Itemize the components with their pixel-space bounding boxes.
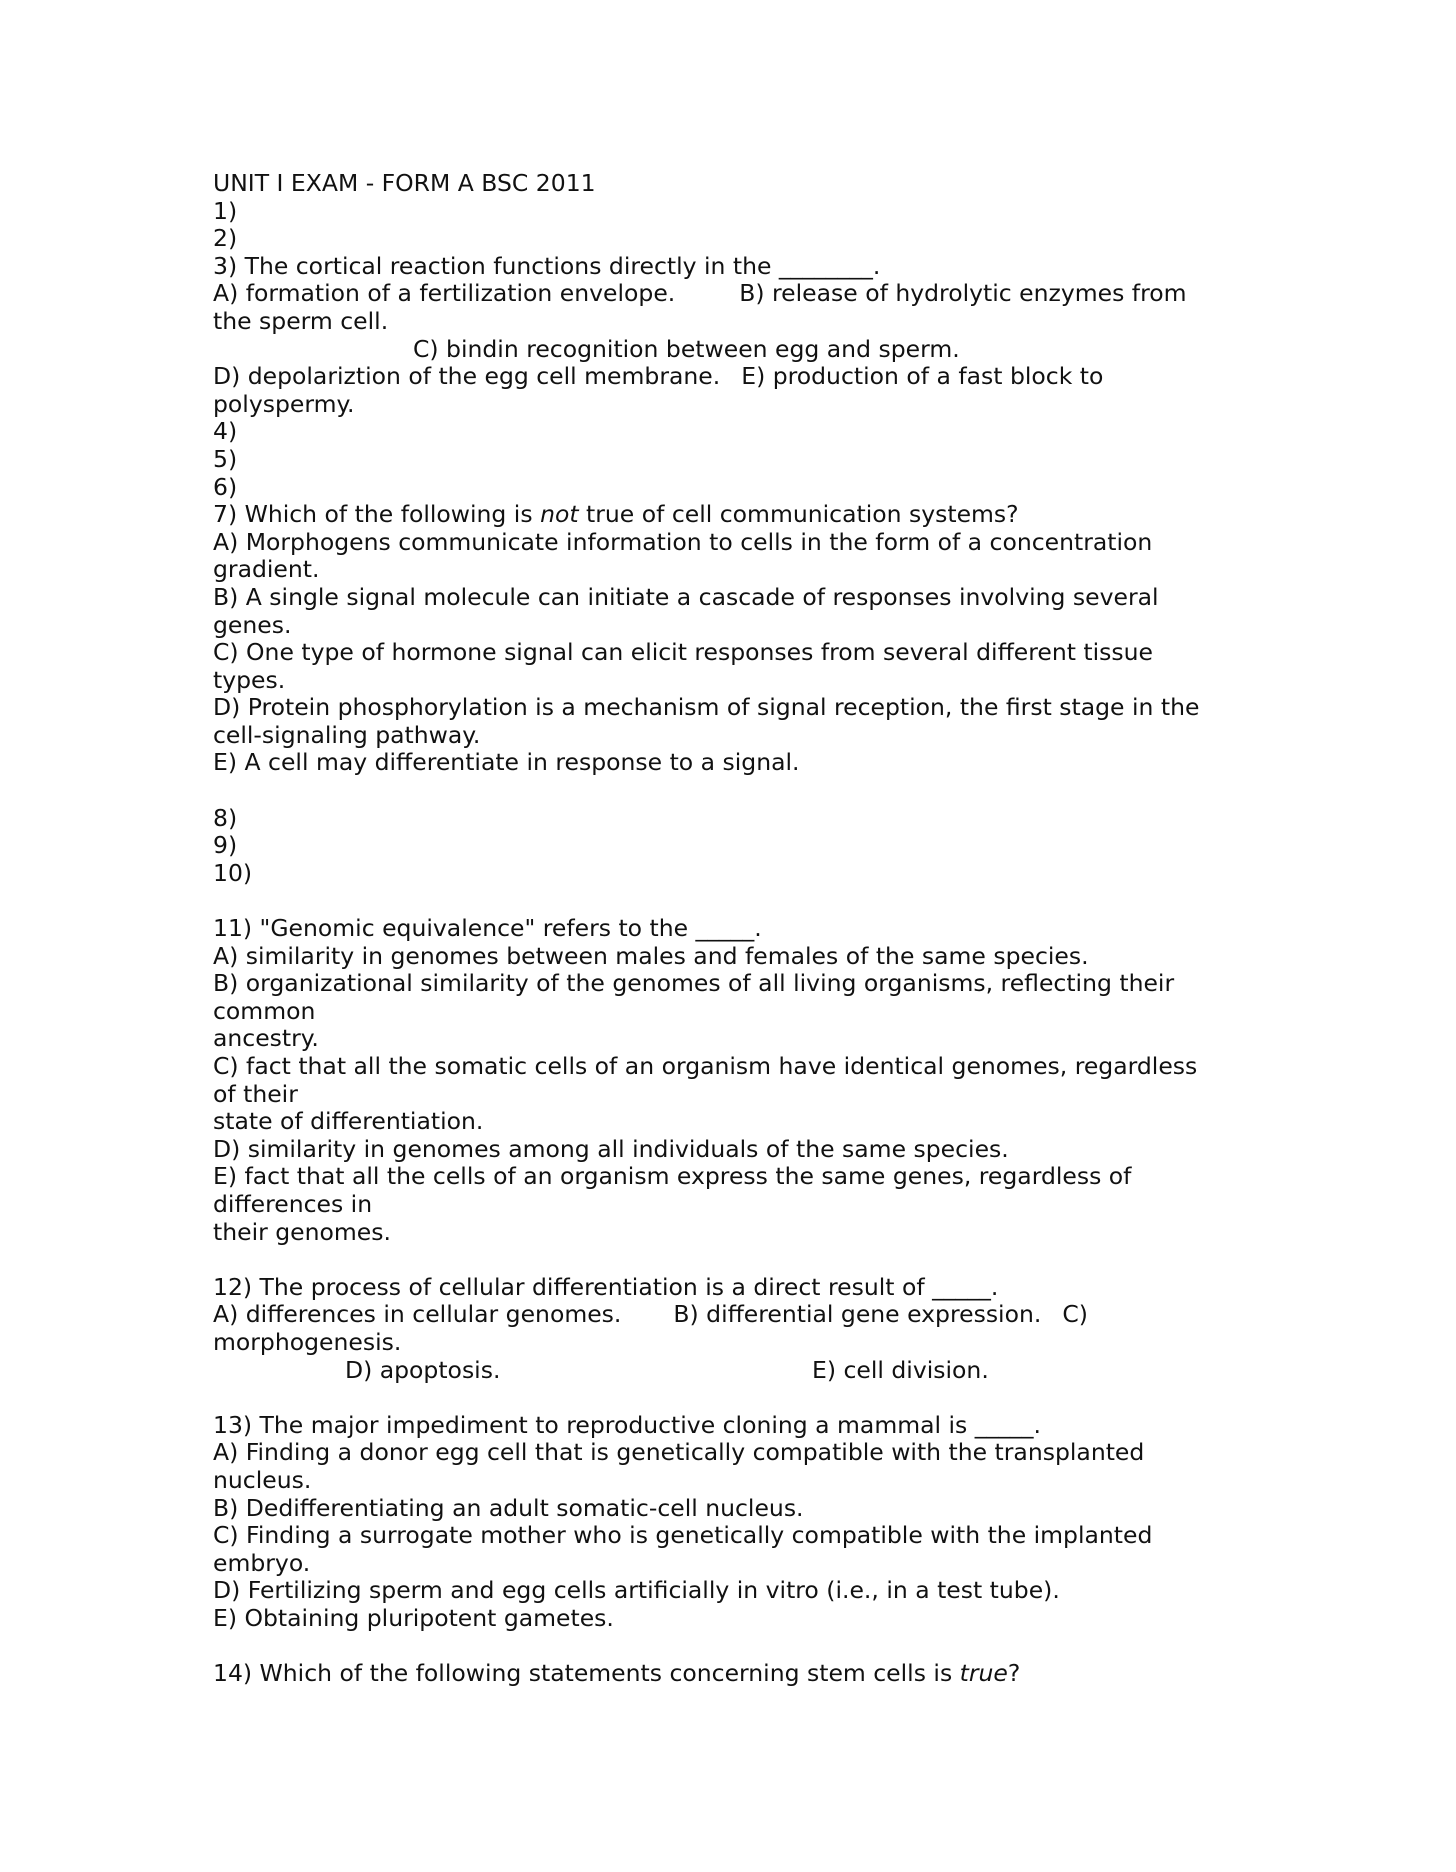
- question-1: 1): [213, 196, 238, 225]
- question-12-options-abc: [213, 1301, 1243, 1329]
- question-12-option-b: B) differential gene expression.: [673, 1300, 1042, 1329]
- question-12-options-de: [213, 1357, 1243, 1385]
- question-12-option-a: A) differences in cellular genomes.: [213, 1300, 622, 1329]
- question-3-option-d: D) depolariztion of the egg cell membrane.: [213, 362, 721, 391]
- exam-page: [213, 170, 1243, 1688]
- question-9: 9): [213, 831, 238, 860]
- question-13-option-c-cont: embryo.: [213, 1548, 311, 1577]
- spacer: [213, 777, 1243, 805]
- question-11-option-b: B) organizational similarity of the genomes of all living organisms, reflecting their: [213, 969, 1175, 998]
- question-4: 4): [213, 417, 238, 446]
- question-10: 10): [213, 858, 253, 887]
- question-13-option-e: E) Obtaining pluripotent gametes.: [213, 1603, 614, 1632]
- question-11-option-e-cont: differences in: [213, 1189, 373, 1218]
- question-11-option-d: D) similarity in genomes among all individuals of the same species.: [213, 1134, 1009, 1163]
- emphasis-not: not: [540, 500, 579, 529]
- question-7-option-a: A) Morphogens communicate information to cells in the form of a concentration: [213, 527, 1153, 556]
- question-6: 6): [213, 472, 238, 501]
- question-11-option-c-cont: state of differentiation.: [213, 1107, 484, 1136]
- spacer: [213, 1246, 1243, 1274]
- question-13-option-b: B) Dedifferentiating an adult somatic-cell nucleus.: [213, 1493, 804, 1522]
- spacer: [213, 1384, 1243, 1412]
- question-7-option-b-cont: genes.: [213, 610, 292, 639]
- question-3-option-b-cont: the sperm cell.: [213, 306, 389, 335]
- question-13-option-a: A) Finding a donor egg cell that is genetically compatible with the transplanted: [213, 1438, 1145, 1467]
- exam-title: UNIT I EXAM - FORM A BSC 2011: [213, 169, 596, 197]
- question-11-option-b-cont: ancestry.: [213, 1024, 319, 1053]
- question-3-option-c: C) bindin recognition between egg and sperm.: [413, 334, 960, 363]
- question-7-option-c: C) One type of hormone signal can elicit responses from several different tissue: [213, 638, 1153, 667]
- question-11-stem: 11) "Genomic equivalence" refers to the _____.: [213, 914, 762, 943]
- spacer: [213, 887, 1243, 915]
- question-11-option-c-cont: of their: [213, 1079, 298, 1108]
- question-12-option-d: D) apoptosis.: [345, 1355, 501, 1384]
- question-13-option-d: D) Fertilizing sperm and egg cells artificially in vitro (i.e., in a test tube).: [213, 1576, 1060, 1605]
- question-12-stem: 12) The process of cellular differentiation is a direct result of _____.: [213, 1272, 999, 1301]
- question-11-option-b-cont: common: [213, 996, 316, 1025]
- spacer: [213, 1632, 1243, 1660]
- question-3-option-b: B) release of hydrolytic enzymes from: [739, 279, 1187, 308]
- question-3-options-de: [213, 363, 1243, 391]
- question-7-option-c-cont: types.: [213, 665, 286, 694]
- question-7-option-d-cont: cell-signaling pathway.: [213, 720, 481, 749]
- question-13-option-a-cont: nucleus.: [213, 1465, 312, 1494]
- question-11-option-c: C) fact that all the somatic cells of an organism have identical genomes, regardless: [213, 1052, 1198, 1080]
- question-12-option-c-cont: morphogenesis.: [213, 1327, 402, 1356]
- question-12-option-e: E) cell division.: [812, 1355, 989, 1384]
- question-3-option-a: A) formation of a fertilization envelope.: [213, 279, 676, 308]
- question-7-option-e: E) A cell may differentiate in response to a signal.: [213, 748, 800, 777]
- question-11-option-e-cont: their genomes.: [213, 1217, 391, 1246]
- question-11-option-a: A) similarity in genomes between males and females of the same species.: [213, 941, 1089, 970]
- question-11-option-e: E) fact that all the cells of an organism express the same genes, regardless of: [213, 1162, 1132, 1191]
- question-8: 8): [213, 803, 238, 832]
- question-3-stem: 3) The cortical reaction functions directly in the ________.: [213, 251, 881, 280]
- emphasis-true: true: [959, 1659, 1008, 1688]
- question-13-option-c: C) Finding a surrogate mother who is genetically compatible with the implanted: [213, 1521, 1153, 1550]
- question-7-stem: 7) Which of the following is not true of cell communication systems?: [213, 500, 1019, 529]
- question-7-option-a-cont: gradient.: [213, 555, 320, 584]
- question-3-option-e-cont: polyspermy.: [213, 389, 355, 418]
- question-7-option-d: D) Protein phosphorylation is a mechanism of signal reception, the first stage in the: [213, 693, 1200, 722]
- question-14-stem: 14) Which of the following statements concerning stem cells is true?: [213, 1659, 1021, 1688]
- question-2: 2): [213, 224, 238, 253]
- question-7-option-b: B) A single signal molecule can initiate a cascade of responses involving several: [213, 582, 1159, 611]
- question-5: 5): [213, 444, 238, 473]
- question-3-option-e: E) production of a fast block to: [741, 362, 1104, 391]
- question-13-stem: 13) The major impediment to reproductive cloning a mammal is _____.: [213, 1410, 1041, 1439]
- question-12-option-c: C): [1062, 1300, 1088, 1329]
- question-3-options-ab: [213, 280, 1243, 308]
